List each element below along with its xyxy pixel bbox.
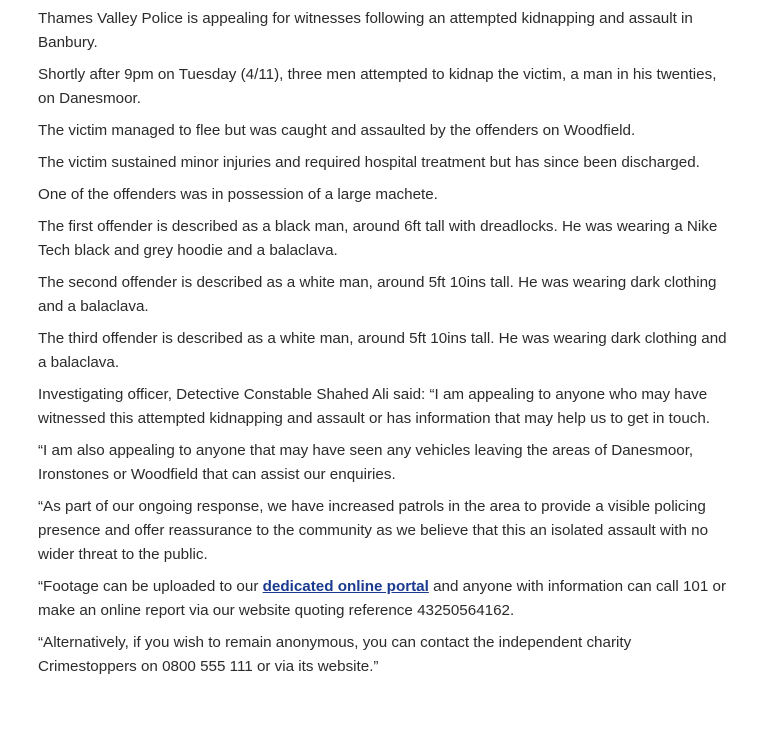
article-body (38, 7, 728, 687)
paragraph-officer-quote: Investigating officer, Detective Constable Shahed Ali said: “I am appealing to anyone who may have witnessed this attempted kidnapping and assault or has information that may help us to get in touch. (38, 386, 711, 427)
online-portal-link[interactable]: dedicated online portal (262, 578, 429, 595)
paragraph-incident-time: Shortly after 9pm on Tuesday (4/11), three men attempted to kidnap the victim, a man in his twenties, on Danesmoor. (38, 66, 717, 107)
footage-text-before: “Footage can be uploaded to our (38, 578, 263, 595)
paragraph-crimestoppers: “Alternatively, if you wish to remain anonymous, you can contact the independent charity Crimestoppers on 0800 555 111 or via its website.” (38, 634, 632, 675)
footage-text-after: and anyone with information can call 101 or make an online report via our website quoting reference 43250564162. (38, 578, 727, 619)
paragraph-first-offender: The first offender is described as a black man, around 6ft tall with dreadlocks. He was wearing a Nike Tech black and grey hoodie and a balaclava. (38, 218, 718, 259)
paragraph-patrols: “As part of our ongoing response, we have increased patrols in the area to provide a visible policing presence and offer reassurance to the community as we believe that this an isolated assault with no wider threat to the public. (38, 498, 709, 563)
paragraph-injuries: The victim sustained minor injuries and required hospital treatment but has since been discharged. (38, 154, 700, 171)
paragraph-second-offender: The second offender is described as a white man, around 5ft 10ins tall. He was wearing dark clothing and a balaclava. (38, 274, 717, 315)
paragraph-footage (38, 575, 728, 623)
paragraph-vehicles-appeal: “I am also appealing to anyone that may have seen any vehicles leaving the areas of Danesmoor, Ironstones or Woodfield that can assist our enquiries. (38, 442, 694, 483)
paragraph-third-offender: The third offender is described as a white man, around 5ft 10ins tall. He was wearing dark clothing and a balaclava. (38, 330, 727, 371)
paragraph-victim-fled: The victim managed to flee but was caught and assaulted by the offenders on Woodfield. (38, 122, 636, 139)
paragraph-machete: One of the offenders was in possession of a large machete. (38, 186, 438, 203)
paragraph-appeal-intro: Thames Valley Police is appealing for witnesses following an attempted kidnapping and assault in Banbury. (38, 10, 693, 51)
